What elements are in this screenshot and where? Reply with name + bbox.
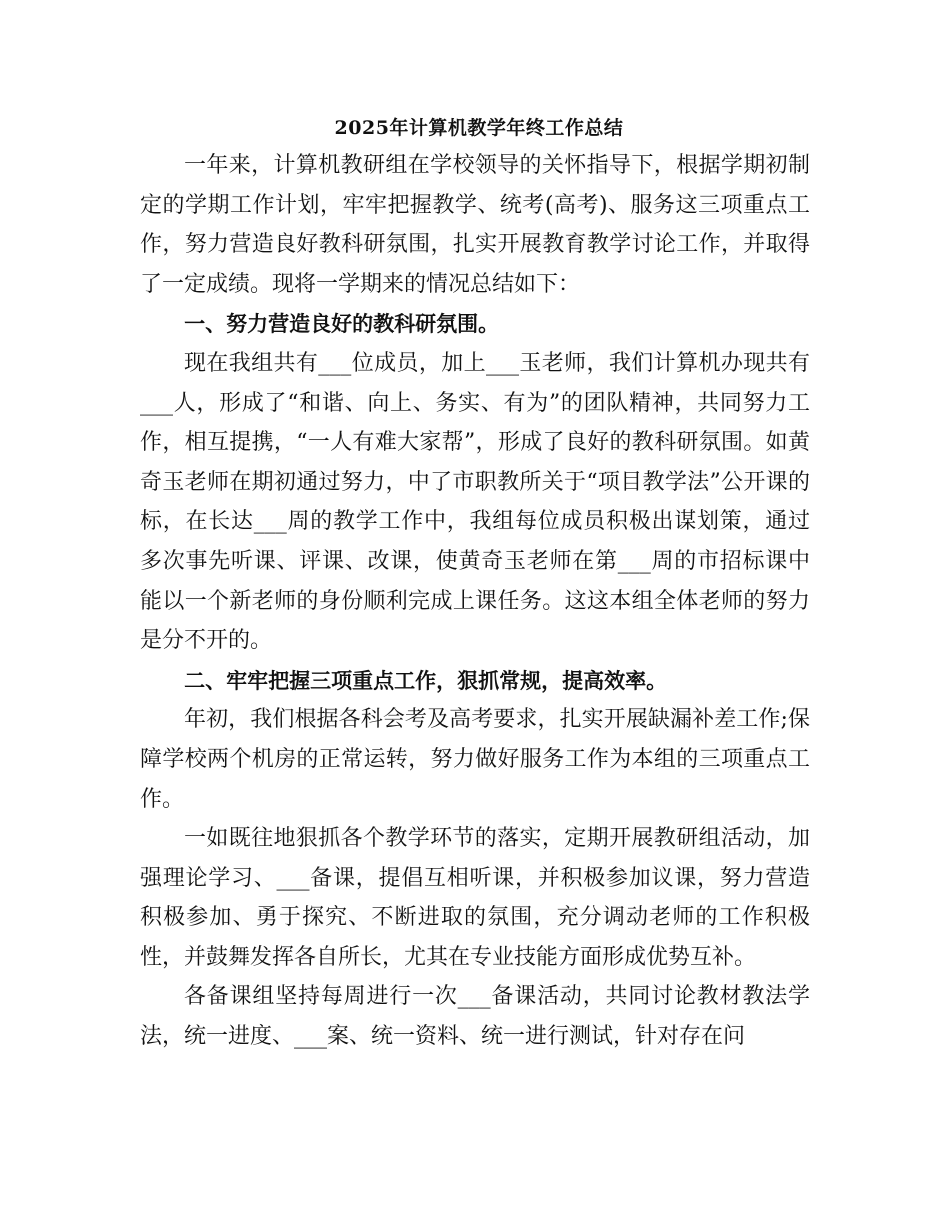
section-heading-2: 二、牢牢把握三项重点工作，狠抓常规，提高效率。 bbox=[184, 667, 668, 693]
section-2-paragraph-2: 一如既往地狠抓各个教学环节的落实，定期开展教研组活动，加强理论学习、___备课，提倡互相听课，并积极参加议课，努力营造积极参加、勇于探究、不断进取的氛围，充分调动老师的工作积极性，并鼓舞发挥各自所长，尤其在专业技能方面形成优势互补。 bbox=[140, 826, 810, 970]
section-2-paragraph-1: 年初，我们根据各科会考及高考要求，扎实开展缺漏补差工作;保障学校两个机房的正常运转，努力做好服务工作为本组的三项重点工作。 bbox=[140, 707, 810, 812]
section-heading-1: 一、努力营造良好的教科研氛围。 bbox=[184, 311, 500, 337]
section-2-paragraph-3: 各备课组坚持每周进行一次___备课活动，共同讨论教材教法学法，统一进度、___案、统一资料、统一进行测试，针对存在问 bbox=[140, 984, 810, 1050]
document-title: 2025年计算机教学年终工作总结 bbox=[334, 117, 624, 139]
document-body bbox=[140, 112, 810, 1057]
section-1-paragraph: 现在我组共有___位成员，加上___玉老师，我们计算机办现共有___人，形成了“和谐、向上、务实、有为”的团队精神，共同努力工作，相互提携，“一人有难大家帮”，形成了良好的教科研氛围。如黄奇玉老师在期初通过努力，中了市职教所关于“项目教学法”公开课的标，在长达___周的教学工作中，我组每位成员积极出谋划策，通过多次事先听课、评课、改课，使黄奇玉老师在第___周的市招标课中能以一个新老师的身份顺利完成上课任务。这这本组全体老师的努力是分不开的。 bbox=[140, 350, 810, 654]
intro-paragraph: 一年来，计算机教研组在学校领导的关怀指导下，根据学期初制定的学期工作计划，牢牢把握教学、统考(高考)、服务这三项重点工作，努力营造良好教科研氛围，扎实开展教育教学讨论工作，并取得了一定成绩。现将一学期来的情况总结如下： bbox=[140, 153, 810, 297]
